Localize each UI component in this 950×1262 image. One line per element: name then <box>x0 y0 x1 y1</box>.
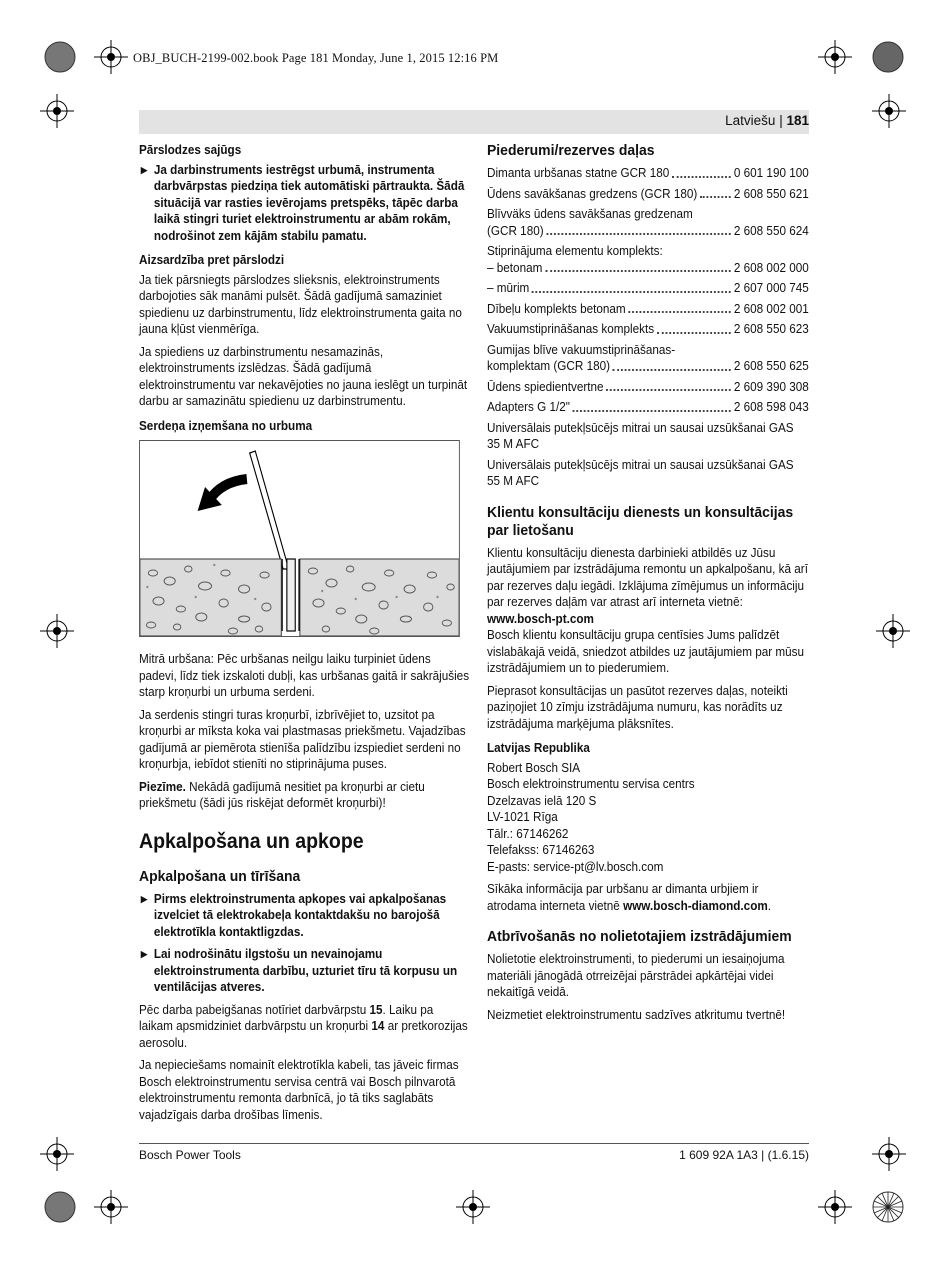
part-number: 0 601 190 100 <box>733 166 809 180</box>
diamond-info-paragraph <box>487 881 809 914</box>
parts-row <box>487 321 809 338</box>
starburst-target-icon <box>871 1190 905 1224</box>
registration-mark-icon <box>40 1137 74 1171</box>
parts-row <box>487 280 809 297</box>
vacuum-gas-35: Universālais putekļsūcējs mitrai un sausai uzsūkšanai GAS 35 M AFC <box>487 420 794 451</box>
page-header-band <box>139 110 809 134</box>
customer-service-paragraph-1: Klientu konsultāciju dienesta darbinieki atbildēs uz Jūsu jautājumiem par izstrādājuma remontu un apkalpošanu, kā arī par rezerves daļu iegādi. Izklājuma zīmējumus un informāciju par rezerves daļām var atrast arī interneta vietnē: <box>487 545 808 609</box>
customer-service-heading: Klientu konsultāciju dienests un konsultācijas par lietošanu <box>487 503 794 539</box>
leader-dots <box>546 233 731 235</box>
overload-protection-paragraph-2: Ja spiediens uz darbinstrumentu nesamazinās, elektroinstruments izslēdzas. Šādā gadījumā elektroinstrumentu var nekavējoties no jauna ieslēgt un turpināt darbu ar samazinātu spiedienu uz darbinstrumentu. <box>139 344 468 408</box>
vacuum-gas-55: Universālais putekļsūcējs mitrai un sausai uzsūkšanai GAS 55 M AFC <box>487 457 794 488</box>
footer-doc-number: 1 609 92A 1A3 | (1.6.15) <box>679 1148 809 1162</box>
spindle-cleaning-paragraph <box>139 1002 469 1052</box>
part-number: 2 608 550 621 <box>733 186 809 201</box>
spindle-ref: 15 <box>369 1002 383 1017</box>
parts-row <box>487 186 809 203</box>
part-label: Dībeļu komplekts betonam <box>487 301 626 316</box>
leader-dots <box>700 196 731 198</box>
address-line: Robert Bosch SIA <box>487 760 581 775</box>
diamond-info-end: . <box>767 898 772 913</box>
unplug-warning: ▶ Pirms elektroinstrumenta apkopes vai apkalpošanas izvelciet tā elektrokabeļa kontaktdakšu no barojošā elektrotīkla kontaktligzdas. <box>139 891 469 941</box>
part-number: 2 607 000 745 <box>733 281 809 295</box>
parts-row <box>487 358 809 375</box>
part-number: 2 609 390 308 <box>733 379 809 394</box>
address-line: Telefakss: 67146263 <box>487 843 595 857</box>
address-line: Bosch elektroinstrumentu servisa centrs <box>487 777 695 791</box>
customer-service-paragraph-2: Bosch klientu konsultāciju grupa centīsies Jums palīdzēt vislabākajā veidā, sniedzot atbildes uz jautājumiem par mūsu izstrādājumiem un to piederumiem. <box>487 628 805 675</box>
address-line: E-pasts: service-pt@lv.bosch.com <box>487 859 664 874</box>
part-number: 2 608 550 623 <box>733 322 809 336</box>
part-label-line1: Gumijas blīve vakuumstiprināšanas- <box>487 342 676 357</box>
clean-vents-warning: ▶ Lai nodrošinātu ilgstošu un nevainojamu elektroinstrumenta darbību, uzturiet tīru tā korpusu un ventilācijas atveres. <box>139 946 469 996</box>
part-label-line1: Stiprinājuma elementu komplekts: <box>487 244 663 258</box>
spindle-text-b: . Laiku pa laikam apsmidziniet darbvārpstu un kroņurbi <box>139 1002 434 1033</box>
leader-dots <box>628 311 731 313</box>
bosch-diamond-link[interactable]: www.bosch-diamond.com <box>623 898 768 913</box>
part-label: (GCR 180) <box>487 223 544 238</box>
registration-mark-icon <box>456 1190 490 1224</box>
part-number: 2 608 550 625 <box>733 359 809 373</box>
disposal-paragraph-1: Nolietotie elektroinstrumenti, to piederumi un iesaiņojuma materiāli jānogādā otrreizējai pārstrādei apkārtējai videi nekaitīgā veidā. <box>487 952 785 999</box>
registration-mark-icon <box>40 614 74 648</box>
cleaning-subheading: Apkalpošana un tīrīšana <box>139 867 301 885</box>
part-number: 2 608 550 624 <box>733 223 809 238</box>
leader-dots <box>545 270 731 272</box>
footer-brand: Bosch Power Tools <box>139 1148 241 1162</box>
part-label-line1: Blīvväks ūdens savākšanas gredzenam <box>487 207 693 221</box>
page-header <box>725 113 809 128</box>
maintenance-heading: Apkalpošana un apkope <box>139 829 364 853</box>
part-number: 2 608 002 000 <box>733 260 809 275</box>
leader-dots <box>672 176 731 178</box>
spindle-text-c: ar pretkorozijas aerosolu. <box>139 1019 468 1050</box>
part-label: Dimanta urbšanas statne GCR 180 <box>487 166 670 180</box>
parts-heading: Piederumi/rezerves daļas <box>487 142 655 159</box>
part-label: komplektam (GCR 180) <box>487 359 611 373</box>
color-patch-icon <box>43 1190 77 1224</box>
registration-mark-icon <box>40 94 74 128</box>
header-separator: | <box>779 113 783 128</box>
footer-rule <box>139 1143 809 1144</box>
registration-mark-icon <box>876 614 910 648</box>
leader-dots <box>657 332 731 334</box>
note-label: Piezīme. <box>139 779 186 794</box>
address-line: Dzelzavas ielā 120 S <box>487 793 597 808</box>
disposal-paragraph-2: Neizmetiet elektroinstrumentu sadzīves atkritumu tvertnē! <box>487 1007 786 1022</box>
part-number: 2 608 598 043 <box>733 400 809 414</box>
print-header: OBJ_BUCH-2199-002.book Page 181 Monday, June 1, 2015 12:16 PM <box>133 51 499 65</box>
registration-mark-icon <box>818 40 852 74</box>
parts-row <box>487 165 809 182</box>
part-label: – mūrim <box>487 281 530 295</box>
core-bit-ref: 14 <box>371 1019 385 1033</box>
leader-dots <box>532 291 731 293</box>
color-patch-icon <box>871 40 905 74</box>
right-column <box>487 142 809 1029</box>
spindle-text-a: Pēc darba pabeigšanas notīriet darbvārpstu <box>139 1002 370 1017</box>
registration-mark-icon <box>94 40 128 74</box>
stuck-core-paragraph: Ja serdenis stingri turas kroņurbī, izbrīvējiet to, uzsitot pa kroņurbi ar mīksta koka vai plastmasas priekšmetu. Vajadzības gadījumā ar piemērota stienīša palīdzību izspiediet serdeni no kroņurbja, iebīdot stienīti no stiprinājuma puses. <box>139 707 466 771</box>
note-text: Nekādā gadījumā nesitiet pa kroņurbi ar cietu priekšmetu (šādi jūs riskējat deformēt kroņurbi)! <box>139 779 425 810</box>
country-heading: Latvijas Republika <box>487 741 590 755</box>
registration-mark-icon <box>872 94 906 128</box>
part-label: Ūdens spiedientvertne <box>487 379 604 394</box>
cable-replacement-paragraph: Ja nepieciešams nomainīt elektrotīkla kabeli, tas jāveic firmas Bosch elektroinstrumentu servisa centrā vai Bosch pilnvarotā elektroinstrumentu remonta darbnīcā, jo tā tiks saglabāts vajadzīgais darba drošības līmenis. <box>139 1058 459 1122</box>
customer-service-paragraph-3: Pieprasot konsultācijas un pasūtot rezerves daļas, noteikti paziņojiet 10 zīmju izstrādājuma numuru, kas norādīts uz izstrādājuma marķējuma plāksnītes. <box>487 683 788 731</box>
core-removal-illustration <box>140 441 459 636</box>
leader-dots <box>606 389 731 391</box>
page-number: 181 <box>786 113 809 128</box>
diamond-info-text: Sīkāka informācija par urbšanu ar dimanta urbjiem ir atrodama interneta vietnē <box>487 882 759 913</box>
address-line: Tālr.: 67146262 <box>487 826 569 841</box>
parts-row <box>487 223 809 240</box>
left-column <box>139 142 469 1129</box>
color-patch-icon <box>43 40 77 74</box>
parts-row <box>487 301 809 318</box>
registration-mark-icon <box>818 1190 852 1224</box>
core-removal-heading: Serdeņa izņemšana no urbuma <box>139 418 313 433</box>
parts-row <box>487 399 809 416</box>
leader-dots <box>613 369 731 371</box>
overload-protection-paragraph-1: Ja tiek pārsniegts pārslodzes slieksnis, elektroinstruments darbojoties sāk manāmi pulsēt. Šādā gadījumā samaziniet spiedienu uz darbinstrumentu, līdz elektroinstrumenta gaita no jauna kļūst vienmērīga. <box>139 272 462 336</box>
disposal-heading: Atbrīvošanās no nolietotajiem izstrādājumiem <box>487 928 792 945</box>
registration-mark-icon <box>94 1190 128 1224</box>
overload-clutch-heading: Pārslodzes sajūgs <box>139 143 242 157</box>
leader-dots <box>573 410 731 412</box>
address-line: LV-1021 Rīga <box>487 810 558 824</box>
part-label: – betonam <box>487 260 543 275</box>
parts-row <box>487 379 809 396</box>
bosch-pt-link[interactable]: www.bosch-pt.com <box>487 611 594 626</box>
wet-drilling-paragraph: Mitrā urbšana: Pēc urbšanas neilgu laiku turpiniet ūdens padevi, līdz tiek izskaloti dubļi, kas urbšanas gaitā ir sakrājušies starp kroņurbi un urbuma serdeni. <box>139 652 470 699</box>
core-removal-figure <box>139 440 460 637</box>
header-language: Latviešu <box>725 113 776 128</box>
overload-protection-heading: Aizsardzība pret pārslodzi <box>139 253 285 267</box>
part-number: 2 608 002 001 <box>733 301 809 316</box>
part-label: Vakuumstiprināšanas komplekts <box>487 322 655 336</box>
part-label: Adapters G 1/2" <box>487 400 570 414</box>
registration-mark-icon <box>872 1137 906 1171</box>
overload-clutch-warning: ▶ Ja darbinstruments iestrēgst urbumā, instrumenta darbvārpstas piedziņa tiek automātiski pārtraukta. Šādā situācijā var rasties ievērojams pretspēks, tāpēc darba laikā stingri turiet elektroinstrumentu ar abām rokām, nodrošinot zem kājām stabilu pamatu. <box>139 162 469 245</box>
note-paragraph <box>139 779 469 812</box>
part-label: Ūdens savākšanas gredzens (GCR 180) <box>487 186 698 201</box>
parts-row <box>487 260 809 277</box>
